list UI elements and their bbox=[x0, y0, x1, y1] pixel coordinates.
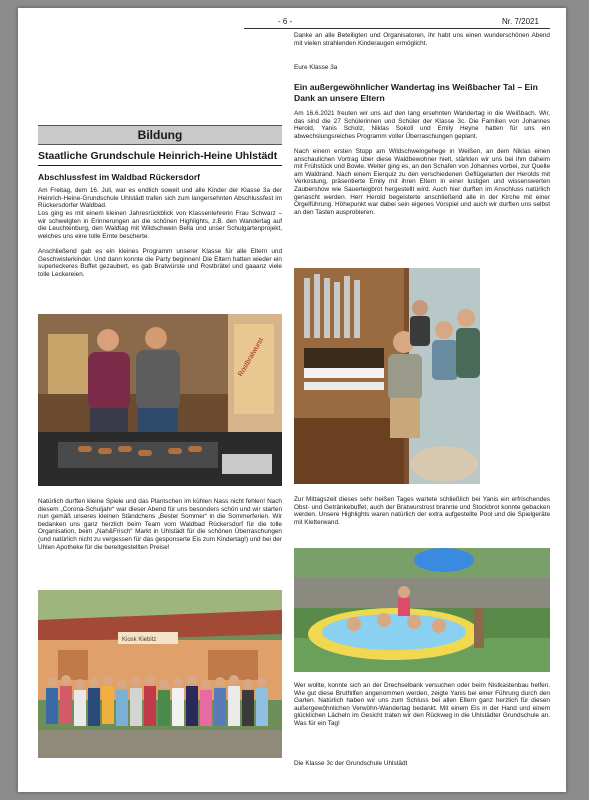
photo-group bbox=[38, 590, 282, 758]
grill-sign-text: Rostbratwurst bbox=[237, 336, 265, 378]
photo-pool bbox=[294, 548, 550, 672]
article1-paragraph-4: Natürlich durften kleine Spiele und das Plantschen im kühlen Nass nicht fehlen! Nach diesem „Corona-Schuljahr“ war dieser Abend für uns besonders schön und wir starten nun gemäß unseres kleinen Ständchens „Bester Sommer“ in die Sommerferien. Wir bedanken uns ganz herzlich beim Team vom Waldbad Rückersdorf für die tolle Organisation, beim „Nah&Frisch“ Markt in Uhlstädt für die schönen Überraschungen (und natürlich nicht zu vergessen für das gesponserte Eis zum Kindertag!) und bei der Uhlen Apotheke für die bereitgestellten Preise! bbox=[38, 498, 282, 551]
school-title: Staatliche Grundschule Heinrich-Heine Uhlstädt bbox=[38, 150, 278, 162]
article1-paragraph-1: Am Freitag, dem 16. Juli, war es endlich soweit und alle Kinder der Klasse 3a der Heinrich-Heine-Grundschule Uhlstädt trafen sich zum langersehnten Abschlussfest im Rückersdorfer Waldbad. bbox=[38, 187, 282, 210]
photo-barbecue bbox=[38, 314, 282, 486]
school-title-rule bbox=[38, 165, 282, 166]
page-number: - 6 - bbox=[278, 17, 293, 26]
header-rule bbox=[244, 28, 550, 29]
group-image bbox=[38, 590, 282, 758]
article1-paragraph-2: Los ging es mit einem kleinen Jahresrückblick von Klassenlehrerin Frau Schwarz – wir schwelgten in Erinnerungen an die schönen Highlights, z.B. den Wandertag auf die Leuchtenburg, den Waldtag mit Wildschwein Bella und unser Schulgartenprojekt, welches uns eine tolle Ernte bescherte. bbox=[38, 210, 282, 240]
article2-signature: Die Klasse 3c der Grundschule Uhlstädt bbox=[294, 760, 408, 767]
photo-organ bbox=[294, 268, 480, 484]
issue-number: Nr. 7/2021 bbox=[502, 17, 539, 26]
building-sign-text: Kiosk Kiebitz bbox=[122, 637, 157, 643]
article2-paragraph-2: Nach einem ersten Stopp am Wildschweingehege in Weißen, an dem Niklas einen anschaulichen Vortrag über diese Waldbewohner hielt, stärkten wir uns bei ihm daheim mit Frühstück und Bowle. Weiter ging es, an den Schafen von Johannes vorbei, zur Quelle am Waldrand. Nach einem Eierquiz zu den verschiedenen Geflügelarten der Herolds mit Verkostung, präsentierte Emily mit ihren Eltern in einer lustigen und wissenswerten Zaubershow wie Sauerteigbrot hergestellt wird. Auch hier durften im Anschluss natürlich genascht werden. Herr Herold begeisterte anschließend alle in der Kirche mit einer Orgelführung. Höhepunkt war dabei sein eigenes Vorspiel und auch wir durften uns selbst an den Tasten ausprobieren. bbox=[294, 148, 551, 216]
article1-signature: Eure Klasse 3a bbox=[294, 64, 338, 71]
article1-paragraph-5: Danke an alle Beteiligten und Organisatoren, ihr habt uns einen wunderschönen Abend mit vielen strahlenden Kinderaugen ermöglicht. bbox=[294, 32, 550, 47]
section-heading: Bildung bbox=[38, 125, 282, 145]
pool-image bbox=[294, 548, 550, 672]
organ-image bbox=[294, 268, 480, 484]
article2-paragraph-4: Wer wollte, konnte sich an der Drechselbank versuchen oder beim Nistkastenbau helfen. Wie gut diese Bruthilfen angenommen werden, zeigte Yanis bei einer Führung durch den Garten. Natürlich haben wir uns zum Schluss bei allen Eltern ganz herzlich für diesen außergewöhnlichen Verwöhn-Wandertag bedankt. Mit einem Eis in der Hand und einem glücklichen Lächeln im Gesicht traten wir den Rückweg in die Uhlstädter Grundschule an. Was für ein Tag! bbox=[294, 682, 550, 727]
article1-title: Abschlussfest im Waldbad Rückersdorf bbox=[38, 172, 201, 182]
article1-paragraph-3: Anschließend gab es ein kleines Programm unserer Klasse für alle Eltern und Geschwisterkinder. Und dann konnte die Party beginnen! Die Eltern hatten wieder ein superleckeres Buffet gezaubert, es gab Bratwürste und Rostbrätel und gaaanz viele tolle Leckereien. bbox=[38, 248, 282, 278]
article2-paragraph-3: Zur Mittagszeit dieses sehr heißen Tages wartete schließlich bei Yanis ein erfrischendes Obst- und Getränkebuffet, auch der Bratwurstrost brannte und Stockbrot konnte gebacken werden. Unsere Highlights waren natürlich der extra aufgestellte Pool und die Spielgeräte mit Kletterwand. bbox=[294, 496, 550, 526]
article2-title: Ein außergewöhnlicher Wandertag ins Weißbacher Tal – Ein Dank an unsere Eltern bbox=[294, 82, 538, 103]
article2-paragraph-1: Am 16.6.2021 freuten wir uns auf den lang ersehnten Wandertag in die Weißbach. Wir, das sind die 27 Schülerinnen und Schüler der Klasse 3c. Die Familien von Johannes Herold, Yanis Scholz, Niklas Sokoll und Emily Heyne hatten für uns ein abwechslungsreiches Programm voller Überraschungen geplant. bbox=[294, 110, 550, 140]
barbecue-image bbox=[38, 314, 282, 486]
newspaper-page bbox=[18, 8, 566, 792]
